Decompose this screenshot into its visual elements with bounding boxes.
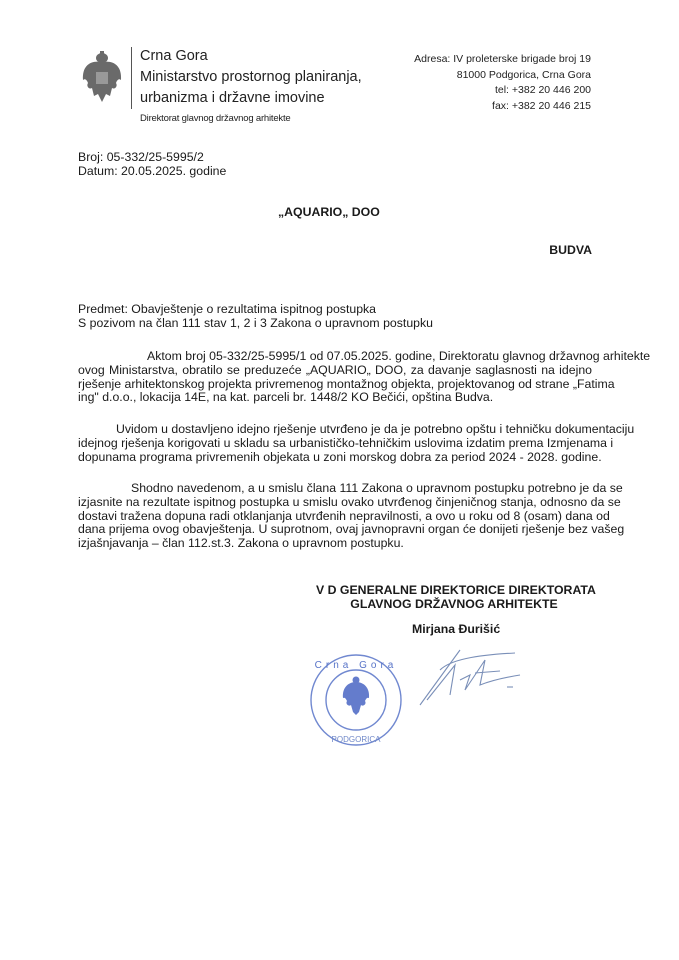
country-name: Crna Gora [140,48,208,64]
ministry-address [414,52,591,114]
recipient-city: BUDVA [549,243,592,257]
paragraph-1 [78,349,651,405]
document-number: Broj: 05-332/25-5995/2 [78,150,204,164]
text-line: izjasnite na rezultate ispitnog postupka u smislu ovako utvrđenog činjeničnog stanja, odnosno da se [78,494,621,509]
phone-line: tel: +382 20 446 200 [494,84,591,96]
text-line: idejnog rješenja korigovati u skladu sa urbanističko-tehničkim uslovima izdatim prema Izmjenama i [78,435,614,450]
coat-of-arms-logo [80,50,124,106]
ministry-name-line2: urbanizma i državne imovine [140,90,325,106]
recipient-name: „AQUARIO„ DOO [278,205,380,219]
text-line: ovog Ministarstva, obratilo se preduzeće „AQUARIO„ DOO, za davanje saglasnosti na idejno [78,362,592,377]
text-line: Aktom broj 05-332/25-5995/1 od 07.05.2025. godine, Direktoratu glavnog državnog arhitekte [147,349,651,363]
text-line: izjašnjavanja – član 112.st.3. Zakona o upravnom postupku. [78,536,404,551]
text-line: dostavi tražena dopuna radi otklanjanja utvrđenih nepravilnosti, a ovo u roku od 8 (osam) dana od [78,508,610,523]
handwritten-signature [415,645,525,715]
official-stamp [308,652,404,748]
paragraph-3 [78,481,625,551]
ministry-name-line1: Ministarstvo prostornog planiranja, [140,69,362,85]
fax-line: fax: +382 20 446 215 [492,99,591,112]
text-line: ing" d.o.o., lokacija 14E, na kat. parceli br. 1448/2 KO Bečići, opština Budva. [78,390,494,405]
legal-basis-line: S pozivom na član 111 stav 1, 2 i 3 Zakona o upravnom postupku [78,316,433,330]
text-line: Uvidom u dostavljeno idejno rješenje utvrđeno je da je potrebno opštu i tehničku dokumentaciju [116,422,635,436]
signatory-title-line1: V D GENERALNE DIREKTORICE DIREKTORATA [316,583,596,597]
document-date: Datum: 20.05.2025. godine [78,164,227,178]
letterhead-divider [131,47,132,109]
address-line: Adresa: IV proleterske brigade broj 19 [414,53,591,65]
text-line: dopunama programa privremenih objekata u zoni morskog dobra za period 2024 - 2028. godine. [78,449,602,464]
text-line: rješenje arhitektonskog projekta privremenog montažnog objekta, projektovanog od strane „Fatima [78,376,615,391]
subject-line: Predmet: Obavještenje o rezultatima ispitnog postupka [78,302,377,316]
address-line: 81000 Podgorica, Crna Gora [456,68,591,81]
signatory-name: Mirjana Đurišić [412,622,501,636]
paragraph-2 [78,422,635,464]
svg-text:Crna Gora: Crna Gora [314,660,398,671]
signatory-title-line2: GLAVNOG DRŽAVNOG ARHITEKTE [350,597,558,611]
text-line: dana prijema ovog obavještenja. U suprotnom, ovaj javnopravni organ će donijeti rješenje bez vašeg [78,522,625,537]
text-line: Shodno navedenom, a u smislu člana 111 Zakona o upravnom postupku potrebno je da se [131,481,623,495]
svg-text:PODGORICA: PODGORICA [331,735,381,744]
directorate-name: Direktorat glavnog državnog arhitekte [140,113,291,124]
